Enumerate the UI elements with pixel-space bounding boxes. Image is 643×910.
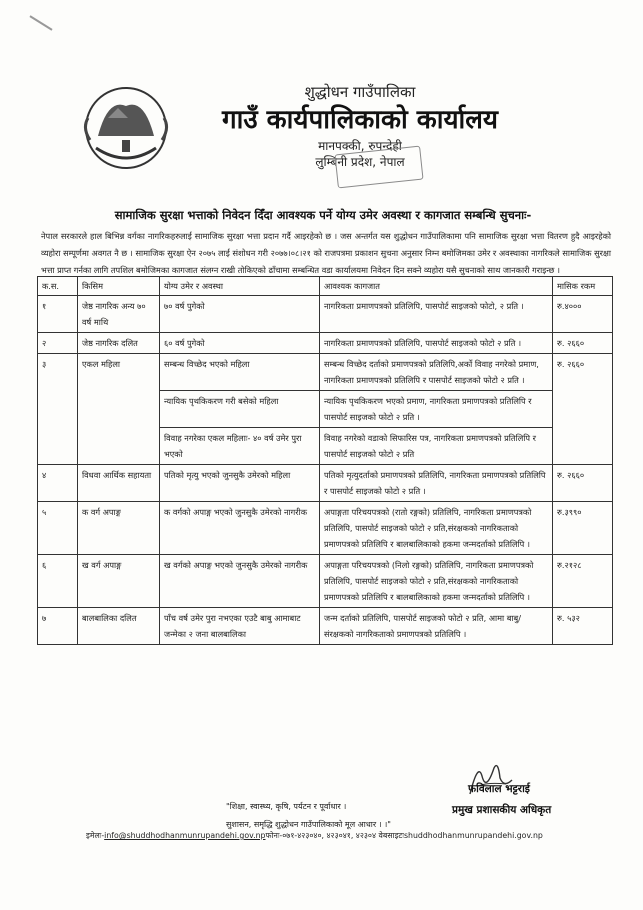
cell-condition: ६० वर्ष पुगेको	[160, 333, 320, 354]
cell-condition: क वर्गको अपाङ्ग भएको जुनसुकै उमेरको नागरीक	[160, 502, 320, 555]
cell-docs: नागरिकता प्रमाणपत्रको प्रतिलिपि, पासपोर्ट साइजको फोटो, २ प्रति ।	[320, 296, 553, 333]
table-row	[38, 502, 613, 555]
cell-docs: अपाङ्गता परिचयपत्रको (निलो रङ्गको) प्रतिलिपि, नागरिकता प्रमाणपत्रको प्रतिलिपि, पासपोर्ट साइजको फोटो २ प्रति,संरक्षकको नागरिकताको प्रमाणपत्रको प्रतिलिपि र बालबालिकाको हकमा जन्मदर्ताको प्रतिलिपि ।	[320, 555, 553, 608]
website-text: वेबसाइटःshuddhodhanmunrupandehi.gov.np	[378, 831, 543, 840]
cell-sn: २	[38, 333, 78, 354]
notice-subject: सामाजिक सुरक्षा भत्ताको निवेदन दिँदा आवश्यक पर्ने योग्य उमेर अवस्था र कागजात सम्बन्धि सुचनाः-	[114, 208, 532, 222]
signer-name: फविलाल भट्टराई	[468, 783, 530, 795]
cell-amount: रु.२१२८	[553, 555, 613, 608]
table-row	[38, 465, 613, 502]
cell-sn: ७	[38, 608, 78, 645]
slogan-line-2: सुशासन, समृद्धि शुद्धोधन गाउँपालिकाको मूल आधार । ।"	[226, 820, 391, 829]
cell-amount: रु. २६६०	[553, 333, 613, 354]
cell-condition: ७० वर्ष पुगेको	[160, 296, 320, 333]
cell-docs: पतिको मृत्युदर्ताको प्रमाणपत्रको प्रतिलिपि, नागरिकता प्रमाणपत्रको प्रतिलिपि र पासपोर्ट साइजको फोटो २ प्रति ।	[320, 465, 553, 502]
cell-type: ख वर्ग अपाङ्ग	[78, 555, 160, 608]
cell-amount: रु. ५३२	[553, 608, 613, 645]
cell-sn: ३	[38, 354, 78, 465]
cell-docs: विवाह नगरेको वडाको सिफारिस पत्र, नागरिकता प्रमाणपत्रको प्रतिलिपि र पासपोर्ट साइजको फोटो २ प्रति	[320, 428, 553, 465]
header-amount: मासिक रकम	[553, 277, 613, 296]
contact-line	[86, 830, 626, 842]
cell-sn: ४	[38, 465, 78, 502]
notice-intro: नेपाल सरकारले हाल बिभिन्न वर्गका नागरिकहरुलाई सामाजिक सुरक्षा भत्ता प्रदान गर्दै आइरहेको छ । जस अन्तर्गत यस शुद्धोधन गाउँपालिकामा पनि सामाजिक सुरक्षा भत्ता वितरण हुदै आइरहेको व्यहोरा सम्पूर्णमा अवगत नै छ । सामाजिक सुरक्षा ऐन २०७५ लाई संशोधन गरी २०७७।०८।२१ को राजपत्रमा प्रकाशन सुचना अनुसार निम्न बमोजिमका उमेर र अवस्थाका नागरिकले सामाजिक सुरक्षा भत्ता प्राप्त गर्नका लागि तपशिल बमोजिमका कागजात संलग्न राखी तोकिएको ढाँचामा सम्बन्धित वडा कार्यालयमा निवेदन दिन सक्ने व्यहोरा यसै सुचनाको साथ जानकारी गराइन्छ ।	[41, 231, 611, 275]
table-row	[38, 555, 613, 608]
address-line-2: लुम्बिनी प्रदेश, नेपाल	[315, 155, 405, 169]
slogan-line-1: "शिक्षा, स्वास्थ्य, कृषि, पर्यटन र पूर्वाधार ।	[226, 802, 347, 811]
requirements-table	[37, 276, 613, 645]
office-name: गाउँ कार्यपालिकाको कार्यालय	[222, 105, 498, 135]
cell-condition: ख वर्गको अपाङ्ग भएको जुनसुकै उमेरको नागरीक	[160, 555, 320, 608]
header-docs: आवश्यक कागजात	[320, 277, 553, 296]
table-row	[38, 608, 613, 645]
cell-type: विधवा आर्थिक सहायता	[78, 465, 160, 502]
phone-text: फोनः-०७१-४२३०४०, ४२३०४१, ४२३०४	[265, 831, 377, 840]
cell-type: जेष्ठ नागरिक दलित	[78, 333, 160, 354]
cell-docs: नागरिकता प्रमाणपत्रको प्रतिलिपि, पासपोर्ट साइजको फोटो २ प्रति ।	[320, 333, 553, 354]
cell-amount: रु.४०००	[553, 296, 613, 333]
footer-slogan	[226, 798, 456, 834]
email-link[interactable]: info@shuddhodhanmunrupandehi.gov.np	[104, 831, 266, 840]
table-row	[38, 333, 613, 354]
email-label: इमेलः-	[86, 831, 105, 840]
nepal-emblem-icon	[78, 78, 174, 174]
municipality-name: शुद्धोधन गाउँपालिका	[304, 83, 416, 101]
cell-type: जेष्ठ नागरिक अन्य ७० वर्ष माथि	[78, 296, 160, 333]
cell-docs: न्यायिक पृथकिकरण भएको प्रमाण, नागरिकता प्रमाणपत्रको प्रतिलिपि र पासपोर्ट साइजको फोटो २ प्रति ।	[320, 391, 553, 428]
paper-crease	[29, 15, 52, 30]
cell-amount: रु.३९९०	[553, 502, 613, 555]
cell-docs: सम्बन्ध विच्छेद दर्ताको प्रमाणपत्रको प्रतिलिपि,अर्को विवाह नगरेको प्रमाण, नागरिकता प्रमाणपत्रको प्रतिलिपि र पासपोर्ट साइजको फोटो २ प्रति ।	[320, 354, 553, 391]
cell-condition: विवाह नगरेका एकल महिलाः- ४० वर्ष उमेर पुरा भएको	[160, 428, 320, 465]
cell-sn: ६	[38, 555, 78, 608]
cell-condition: सम्बन्ध विच्छेद भएको महिला	[160, 354, 320, 391]
cell-sn: ५	[38, 502, 78, 555]
table-header-row	[38, 277, 613, 296]
cell-docs: अपाङ्गता परिचयपत्रको (रातो रङ्गको) प्रतिलिपि, नागरिकता प्रमाणपत्रको प्रतिलिपि, पासपोर्ट साइजको फोटो २ प्रति,संरक्षकको नागरिकताको प्रमाणपत्रको प्रतिलिपि र बालबालिकाको हकमा जन्मदर्ताको प्रतिलिपि ।	[320, 502, 553, 555]
table-row	[38, 354, 613, 391]
cell-docs: जन्म दर्ताको प्रतिलिपि, पासपोर्ट साइजको फोटो २ प्रति, आमा बाबु/संरक्षकको नागरिकताको प्रमाणपत्रको प्रतिलिपि ।	[320, 608, 553, 645]
cell-type: क वर्ग अपाङ्ग	[78, 502, 160, 555]
signer-title: प्रमुख प्रशासकीय अधिकृत	[452, 804, 552, 816]
header-type: किसिम	[78, 277, 160, 296]
cell-sn: १	[38, 296, 78, 333]
cell-condition: न्यायिक पृथकिकरण गरी बसेको महिला	[160, 391, 320, 428]
address-line-1: मानपक्की, रुपन्देही	[318, 139, 402, 153]
cell-condition: पतिको मृत्यु भएको जुनसुकै उमेरको महिला	[160, 465, 320, 502]
header-condition: योग्य उमेर र अवस्था	[160, 277, 320, 296]
table-row	[38, 296, 613, 333]
cell-condition: पाँच वर्ष उमेर पुरा नभएका एउटै बाबु आमाबाट जन्मेका २ जना बालबालिका	[160, 608, 320, 645]
cell-type: एकल महिला	[78, 354, 160, 465]
cell-amount: रु. २६६०	[553, 354, 613, 465]
cell-amount: रु. २६६०	[553, 465, 613, 502]
header-sn: क.स.	[38, 277, 78, 296]
cell-type: बालबालिका दलित	[78, 608, 160, 645]
